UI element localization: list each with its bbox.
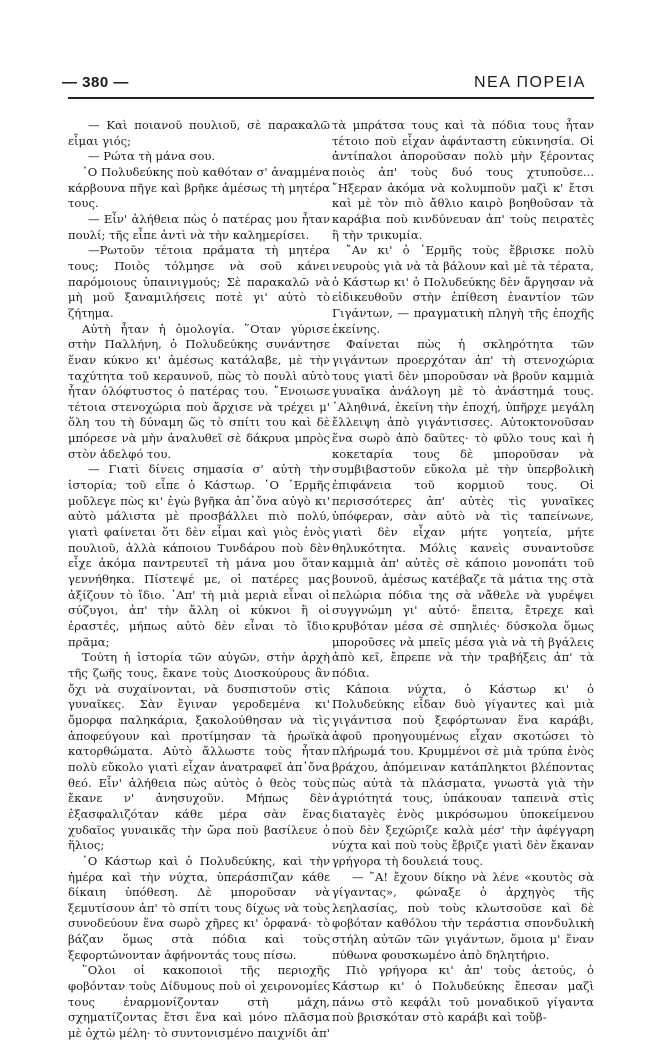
paragraph: Πιὸ γρήγορα κι' ἀπ' τοὺς ἀετούς, ὁ Κάστωρ κι' ὁ Πολυδεύκης ἔπεσαν μαζὶ πάνω στὸ κεφάλι τοῦ μοναδικοῦ γίγαντα ποὺ βρισκόταν στὸ καράβι καὶ τοὔβ- [332, 963, 594, 1025]
page-number: — 380 — [62, 74, 129, 91]
paragraph: — Καὶ ποιανοῦ πουλιοῦ, σὲ παρακαλῶ εἶμαι γιός; [68, 118, 330, 148]
paragraph: ῾Ο Κάστωρ καὶ ὁ Πολυδεύκης, καὶ τὴν ἡμέρα καὶ τὴν νύχτα, ὑπεράσπιζαν κάθε δίκαιη ὑπόθεση. Δὲ μποροῦσαν νὰ ξεμυτίσουν ἀπ' τὸ σπίτι τους δίχως νὰ τοὺς συνοδεύουν ἕνα σωρὸ χῆρες κι' ὀρφανά· τὸ βάζαν ὅμως στὰ πόδια καὶ τοὺς ξεφορτώνονταν ἀφήνοντάς τους πίσω. [68, 853, 330, 962]
header-rule [68, 97, 594, 99]
paragraph: Τούτη ἡ ἱστορία τῶν αὐγῶν, στὴν ἀρχὴ τῆς ζωῆς τους, ἔκανε τοὺς Διοσκούρους ἂν ὄχι νὰ συχαίνονται, νὰ δυσπιστοῦν στὶς γυναῖκες. Σὰν ἔγιναν γεροδεμένα κι' ὄμορφα παληκάρια, ξακολούθησαν νὰ τὶς ἀποφεύγουν καὶ προτίμησαν τὰ ἡρωϊκὰ κατορθώματα. Αὐτὸ ἄλλωστε τοὺς ἦταν πολὺ εὔκολο γιατὶ εἶχαν ἀνατραφεῖ ἀπ᾿ὄνα θεό. Εἶν' ἀλήθεια πὼς αὐτὸς ὁ θεὸς τοὺς ἔκανε ν' ἀνησυχοῦν. Μήπως δὲν ἐξασφαλιζόταν κάθε μέρα σὰν ἕνας χυδαῖος γυναικᾶς τὴν ὥρα ποὺ βασίλευε ὁ ἥλιος; [68, 650, 330, 853]
paragraph: ῞Ολοι οἱ κακοποιοὶ τῆς περιοχῆς φοβόνταν τοὺς Δίδυμους ποὺ οἱ χειρονομίες τους ἐναρμονίζονταν στὴ μάχη, σχηματίζοντας ἔτσι ἕνα καὶ μόνο πλᾶσμα μὲ ὀχτὼ μέλη· τὸ συντονισμένο παιχνίδι ἀπ' [68, 963, 330, 1041]
left-column [68, 118, 330, 1042]
journal-title: ΝΕΑ ΠΟΡΕΙΑ [474, 74, 586, 91]
paragraph: ῾Ο Πολυδεύκης ποὺ καθόταν σ' ἀναμμένα κάρβουνα πῆγε καὶ βρῆκε ἀμέσως τὴ μητέρα τους. [68, 164, 330, 211]
paragraph: Φαίνεται πὼς ἡ σκληρότητα τῶν γιγάντων προερχόταν ἀπ' τὴ στενοχώρια τους γιατὶ δὲν μποροῦσαν νὰ βροῦν καμμιὰ γυναῖκα ἀνάλογη μὲ τὸ ἀνάστημά τους. ᾿Αληθινά, ἐκείνη τὴν ἐποχή, ὑπῆρχε μεγάλη ἔλλειψη ἀπὸ γιγάντισσες. Αὐτοκτονοῦσαν ἕνα σωρὸ ἀπὸ δαῦτες· τὸ φῦλο τους καὶ ἡ κοκεταρία τους δὲ μποροῦσαν νὰ συμβιβαστοῦν εὔκολα μὲ τὴν ὑπερβολικὴ ἐπιφάνεια τοῦ κορμιοῦ τους. Οἱ περισσότερες ἀπ' αὐτὲς τὶς γυναῖκες ὑπόφεραν, σὰν αὐτὸ νὰ τὶς ταπείνωνε, γιατὶ δὲν εἶχαν μήτε γοητεία, μήτε θηλυκότητα. Μόλις κανεὶς συναντοῦσε καμμιὰ ἀπ' αὐτὲς σὲ κάποιο μονοπάτι τοῦ βουνοῦ, ἀμέσως κατέβαζε τὰ μάτια της στὰ πελώρια πόδια της σὰ νἄθελε νὰ γυρέψει συγγνώμη γι' αὐτό· ἔπειτα, ἔτρεχε καὶ κρυβόταν μέσα σὲ σπηλιές· δύσκολα ὅμως μποροῦσες νὰ μπεῖς μέσα γιὰ νὰ τὴ βγάλεις ἀπὸ κεῖ, ἔπρεπε νὰ τὴν τραβήξεις ἀπ' τὰ πόδια. [332, 337, 594, 680]
paragraph: — Εἶν' ἀλήθεια πὼς ὁ πατέρας μου ἦταν πουλί; τῆς εἶπε ἀντὶ νὰ τὴν καλημερίσει. [68, 211, 330, 242]
right-column [332, 118, 594, 1026]
paragraph: Κάποια νύχτα, ὁ Κάστωρ κι' ὁ Πολυδεύκης εἶδαν δυὸ γίγαντες καὶ μιὰ γιγάντισα ποὺ ξεφόρτωναν ἕνα καράβι, ἀφοῦ προηγουμένως εἶχαν σκοτώσει τὸ πλήρωμά του. Κρυμμένοι σὲ μιὰ τρύπα ἑνὸς βράχου, ἀπόμειναν κατάπληκτοι βλέποντας πὼς αὐτὰ τὰ πλάσματα, γνωστὰ γιὰ τὴν ἀγριότητά τους, ὑπάκουαν ταπεινὰ στὶς διαταγὲς ἑνὸς μικρόσωμου ὑποκείμενου ποὺ δὲν ξεχώριζε καλὰ μέσ' τὴν ἀφέγγαρη νύχτα καὶ ποὺ τοὺς ἔβριζε γιατὶ δὲν ἔκαναν γρήγορα τὴ δουλειά τους. [332, 681, 594, 868]
paragraph: — ῎Α! ἔχουν δίκηο νὰ λένε «κουτὸς σὰ γίγαντας», φώναξε ὁ ἀρχηγὸς τῆς λεηλασίας, ποὺ τοὺς κλωτσοῦσε καὶ δὲ φοβόταν καθόλου τὴν τεράστια σπονδυλικὴ στήλη αὐτῶν τῶν γιγάντων, ὅμοια μ' ἕναν πύθωνα φουσκωμένο ἀπὸ δηλητήριο. [332, 869, 594, 962]
paragraph: —Ρωτοῦν τέτοια πράματα τὴ μητέρα τους; Ποιὸς τόλμησε νὰ σοῦ κάνει παρόμοιους ὑπαινιγμούς; Σὲ παρακαλῶ νὰ μὴ μοῦ ξαναμιλήσεις ποτὲ γι' αὐτὸ τὸ ζήτημα. [68, 243, 330, 320]
paragraph: — Γιατὶ δίνεις σημασία σ' αὐτὴ τὴν ἱστορία; τοῦ εἶπε ὁ Κάστωρ. ῾Ο ῾Ερμῆς μοὔλεγε πὼς κι' ἐγὼ βγῆκα ἀπ᾿ὄνα αὐγὸ κι' αὐτὸ μάλιστα μὲ προσβάλλει πιὸ πολύ, γιατὶ φαίνεται ὅτι δὲν εἶμαι καὶ γιὸς ἑνὸς πουλιοῦ, ἀλλὰ κάποιου Τυνδάρου ποὺ δὲν εἶχε ἀκόμα παντρευτεῖ τὴ μάνα μου ὅταν γεννήθηκα. Πίστεψέ με, οἱ πατέρες μας ἀξίζουν τὸ ἴδιο. ᾿Απ' τὴ μιὰ μεριὰ εἶναι οἱ σύζυγοι, ἀπ' τὴν ἄλλη οἱ κύκνοι ἢ οἱ ἐραστές, μήπως αὐτὸ δὲν εἶναι τὸ ἴδιο πρᾶμα; [68, 462, 330, 649]
paragraph: Αὐτὴ ἦταν ἡ ὁμολογία. ῞Οταν γύρισε στὴν Παλλήνη, ὁ Πολυδεύκης συνάντησε ἕναν κύκνο κι' ἀμέσως κατάλαβε, μὲ τὴν ταχύτητα τοῦ κεραυνοῦ, πὼς τὸ πουλὶ αὐτὸ ἦταν ὁλόφτυστος ὁ πατέρας του. ῎Ενοιωσε τέτοια στενοχώρια ποὺ ἄρχισε νὰ τρέχει μ' ὅλη του τὴ δύναμη ὥς τὸ σπίτι του καὶ δὲ μπόρεσε νὰ μὴν ἀναλυθεῖ σὲ δάκρυα μπρὸς στὸν ἀδελφό του. [68, 321, 330, 461]
paragraph: ῎Αν κι' ὁ ῾Ερμῆς τοὺς ἔβρισκε πολὺ νευροὺς γιὰ νὰ τὰ βάλουν καὶ μὲ τὰ τέρατα, ὁ Κάστωρ κι' ὁ Πολυδεύκης δὲν ἄργησαν νὰ εἰδικευθοῦν στὴν ἐπίθεση ἐναντίον τῶν Γιγάντων, — πραγματικὴ πληγὴ τῆς ἐποχῆς ἐκείνης. [332, 243, 594, 336]
paragraph: — Ρώτα τὴ μάνα σου. [88, 149, 216, 164]
paragraph: τὰ μπράτσα τους καὶ τὰ πόδια τους ἦταν τέτοιο ποὺ εἶχαν ἀφάνταστη εὐκινησία. Οἱ ἀντίπαλοι ἀποροῦσαν πολὺ μὴν ξέροντας ποιὸς ἀπ' τοὺς δυό τους χτυποῦσε... ῎Ηξεραν ἀκόμα νὰ κολυμποῦν μαζὶ κ' ἔτσι καὶ μὲ τὸν πιὸ ἄθλιο καιρὸ βοηθοῦσαν τὰ καράβια ποὺ κινδύνευαν ἀπ' τοὺς πειρατὲς ἢ τὴν τρικυμία. [332, 118, 594, 242]
